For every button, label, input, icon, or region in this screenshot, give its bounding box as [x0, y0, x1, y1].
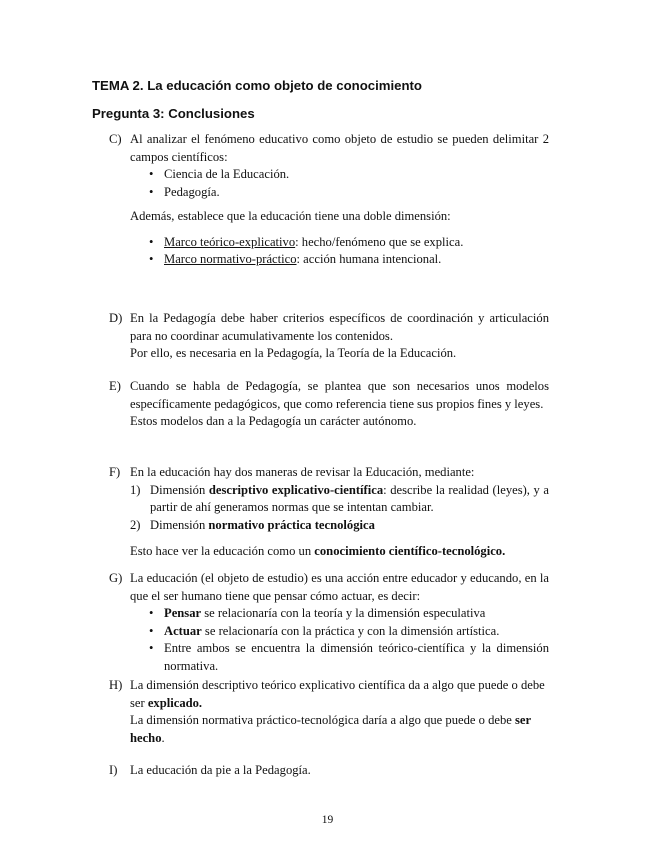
item-bold-term: normativo práctica tecnológica	[208, 517, 375, 532]
section-letter: E)	[109, 379, 121, 393]
section-letter: D)	[109, 311, 123, 325]
h-text-part: .	[161, 730, 165, 745]
section-h	[109, 677, 549, 747]
numbered-item	[130, 517, 549, 535]
section-d-text: En la Pedagogía debe haber criterios específicos de coordinación y articulación para no coordinar acumulativamente los contenidos.	[130, 311, 549, 343]
dimension-description: : acción humana intencional.	[296, 252, 442, 266]
section-g	[109, 570, 549, 675]
section-i-text: La educación da pie a la Pedagogía.	[130, 763, 311, 777]
section-f-closing	[130, 543, 549, 561]
section-f	[109, 464, 549, 561]
section-e-text-2: Estos modelos dan a la Pedagogía un carácter autónomo.	[130, 414, 417, 428]
bullet-text: se relacionaría con la teoría y la dimensión especulativa	[201, 606, 486, 620]
item-prefix: Dimensión	[150, 482, 209, 497]
dimensions-list	[144, 234, 549, 269]
dimension-term: Marco normativo-práctico	[164, 252, 297, 266]
list-item	[144, 623, 549, 641]
list-item: • Pedagogía.	[144, 184, 549, 202]
item-number: 2)	[130, 517, 141, 532]
dimension-term: Marco teórico-explicativo	[164, 234, 296, 249]
item-bold-term: descriptivo explicativo-científica	[208, 482, 384, 497]
topic-heading: TEMA 2. La educación como objeto de conocimiento	[92, 78, 422, 93]
section-letter: H)	[109, 678, 123, 692]
list-item	[144, 234, 549, 252]
section-e	[109, 378, 549, 431]
bullet-text: Entre ambos se encuentra la dimensión teórico-científica y la dimensión normativa.	[164, 641, 549, 673]
section-e-text: Cuando se habla de Pedagogía, se plantea que son necesarios unos modelos específicamente pedagógicos, que como referencia tiene sus propios fines y leyes.	[130, 379, 549, 411]
section-letter: F)	[109, 465, 121, 479]
section-i	[109, 762, 549, 780]
fields-list	[144, 166, 549, 201]
section-d	[109, 310, 549, 363]
section-letter: C)	[109, 132, 122, 146]
think-act-list	[144, 605, 549, 675]
h-text-part: La dimensión descriptivo teórico explicativo científica da a algo que puede o debe ser	[130, 678, 545, 710]
dimension-description: : hecho/fenómeno que se explica.	[295, 234, 464, 249]
item-description: : describe la realidad (leyes), y a partir de ahí generamos normas que se intentan cambiar.	[150, 482, 550, 514]
section-h-text	[130, 677, 549, 712]
h-bold-term: explicado.	[147, 695, 203, 710]
item-prefix: Dimensión	[150, 517, 209, 532]
section-c-intro: Al analizar el fenómeno educativo como objeto de estudio se pueden delimitar 2 campos científicos:	[130, 132, 549, 164]
page-number: 19	[321, 814, 334, 826]
list-item: • Ciencia de la Educación.	[144, 166, 549, 184]
section-d-text-2: Por ello, es necesaria en la Pedagogía, la Teoría de la Educación.	[130, 346, 457, 360]
section-g-text: La educación (el objeto de estudio) es una acción entre educador y educando, en la que el ser humano tiene que pensar cómo actuar, es decir:	[130, 571, 549, 603]
section-h-text-2	[130, 712, 549, 747]
list-item	[144, 251, 549, 269]
bullet-bold-term: Actuar	[164, 623, 202, 638]
section-c-paragraph: Además, establece que la educación tiene una doble dimensión:	[130, 209, 451, 223]
item-number: 1)	[130, 482, 141, 497]
section-letter: I)	[109, 763, 118, 777]
h-bold-term: ser hecho	[130, 713, 531, 745]
section-letter: G)	[109, 571, 123, 585]
h-text-part: La dimensión normativa práctico-tecnológica daría a algo que puede o debe	[130, 713, 516, 727]
bullet-text: se relacionaría con la práctica y con la dimensión artística.	[201, 623, 500, 638]
closing-bold: conocimiento científico-tecnológico.	[314, 544, 506, 558]
section-f-text: En la educación hay dos maneras de revisar la Educación, mediante:	[130, 465, 475, 479]
list-item	[144, 640, 549, 675]
numbered-item	[130, 482, 549, 517]
section-c	[109, 131, 549, 269]
bullet-bold-term: Pensar	[164, 606, 202, 620]
list-item	[144, 605, 549, 623]
closing-text: Esto hace ver la educación como un	[130, 544, 315, 558]
question-heading: Pregunta 3: Conclusiones	[92, 106, 255, 121]
